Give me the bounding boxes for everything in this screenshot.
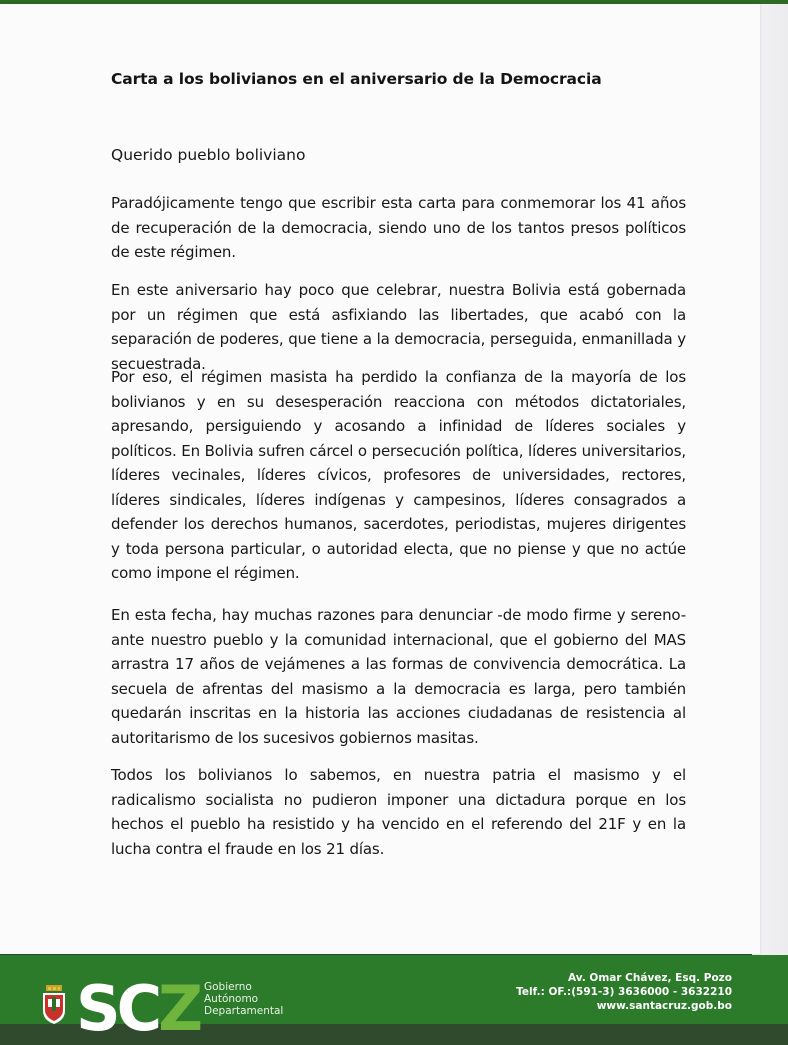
- paragraph-4: En esta fecha, hay muchas razones para denunciar -de modo firme y sereno- ante nuestro pueblo y la comunidad internacional, que el gobierno del MAS arrastra 17 años de vejámenes a las formas de convivencia democrática. La secuela de afrentas del masismo a la democracia es larga, pero también quedarán inscritas en la historia las acciones ciudadanas de resistencia al autoritarismo de los sucesivos gobiernos masitas.: [111, 606, 686, 747]
- scz-logo-z: Z: [158, 972, 200, 1045]
- website: www.santacruz.gob.bo: [596, 1000, 732, 1012]
- government-name: [204, 981, 283, 1017]
- contact-block: [516, 971, 732, 1013]
- letter-title: Carta a los bolivianos en el aniversario de la Democracia: [111, 70, 602, 88]
- scz-logo: [76, 972, 200, 1045]
- gov-line-2: Autónomo: [204, 993, 259, 1005]
- phone: Telf.: OF.:(591-3) 3636000 - 3632210: [516, 986, 732, 998]
- crest-icon: [40, 985, 68, 1024]
- gov-line-3: Departamental: [204, 1005, 284, 1017]
- scz-logo-letters: SC: [76, 972, 159, 1045]
- gov-line-1: Gobierno: [204, 981, 252, 993]
- paragraph-2: En este aniversario hay poco que celebrar, nuestra Bolivia está gobernada por un régimen que está asfixiando las libertades, que acabó con la separación de poderes, que tiene a la democracia, perseguida, enmanillada y secuestrada.: [111, 281, 686, 373]
- paragraph-1: Paradójicamente tengo que escribir esta carta para conmemorar los 41 años de recuperación de la democracia, siendo uno de los tantos presos políticos de este régimen.: [111, 194, 686, 261]
- paragraph-3: Por eso, el régimen masista ha perdido la confianza de la mayoría de los bolivianos y en su desesperación reacciona con métodos dictatoriales, apresando, persiguiendo y acosando a infinidad de líderes sociales y políticos. En Bolivia sufren cárcel o persecución política, líderes universitarios, líderes vecinales, líderes cívicos, profesores de universidades, rectores, líderes sindicales, líderes indígenas y campesinos, líderes consagrados a defender los derechos humanos, sacerdotes, periodistas, mujeres dirigentes y toda persona particular, o autoridad electa, que no piense y que no actúe como impone el régimen.: [111, 368, 686, 582]
- paragraph-5: Todos los bolivianos lo sabemos, en nuestra patria el masismo y el radicalismo socialista no pudieron imponer una dictadura porque en los hechos el pueblo ha resistido y ha vencido en el referendo del 21F y en la lucha contra el fraude en los 21 días.: [111, 766, 686, 858]
- address: Av. Omar Chávez, Esq. Pozo: [568, 972, 732, 984]
- letter-salutation: Querido pueblo boliviano: [111, 146, 306, 164]
